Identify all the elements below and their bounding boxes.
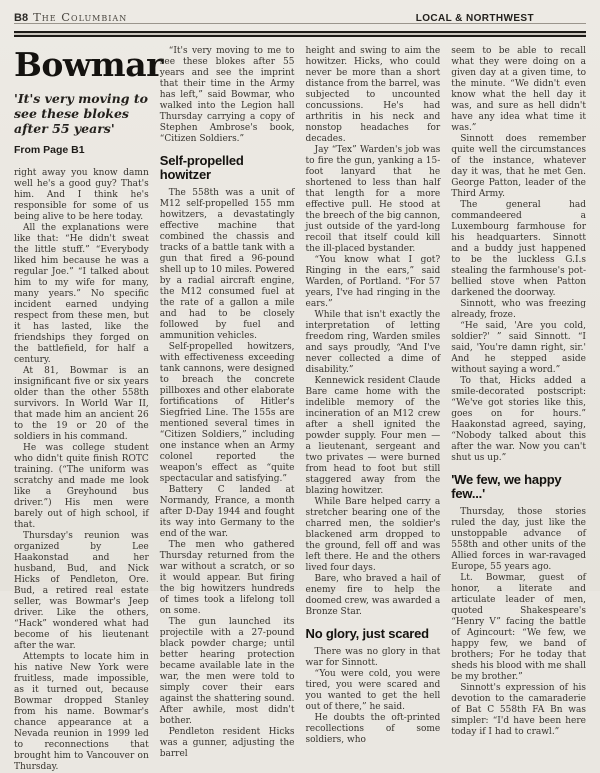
section-subhead: Self-propelled howitzer xyxy=(159,153,244,182)
article-body xyxy=(14,46,586,773)
article-paragraph: To that, Hicks added a smile-decorated postscript: “We've got stories like this, goes on for hours.” Haakonstad agreed, saying, “Nobody talked about this after the war. Now you can't shut us up.” xyxy=(451,376,586,463)
article-paragraph: Sinnott's expression of his devotion to the camaraderie of Bat C 558th FA Bn was simpler: “I'd have been here today if I had to crawl.” xyxy=(451,683,586,737)
section-divider-rule xyxy=(14,31,586,37)
article-paragraph: “You know what I got? Ringing in the ears,” said Warden, of Portland. “For 57 years, I've had ringing in the ears.” xyxy=(305,255,441,309)
article-paragraph: The men who gathered Thursday returned from the war without a scratch, or so it would appear. But firing the big howitzers hundreds of times took a lifelong toll on some. xyxy=(159,540,295,616)
article-paragraph: All the explanations were like that: “He didn't sweat the little stuff.” “Everybody liked him because he was a regular Joe.” “I talked about him to my wife for many, many years.” No specific incident earned undying respect from these men, but it has lasted, like the friendships they forged on the battlefield, for half a century. xyxy=(14,223,149,365)
section-label: LOCAL & NORTHWEST xyxy=(415,13,534,24)
article-paragraph: Bare, who braved a hail of enemy fire to help the doomed crew, was awarded a Bronze Star. xyxy=(305,574,441,617)
article-headline: Bowmar xyxy=(14,45,163,84)
article-paragraph: Pendleton resident Hicks was a gunner, adjusting the barrel xyxy=(159,727,295,759)
masthead-left xyxy=(14,10,127,24)
article-paragraph: Jay “Tex” Warden's job was to fire the gun, yanking a 15-foot lanyard that he shortened to less than half that length for a more effective pull. He stood at the breech of the big cannon, just outside of the yard-long recoil that itself could kill the ill-placed bystander. xyxy=(305,145,441,254)
article-paragraph: Lt. Bowmar, guest of honor, a literate and articulate leader of men, quoted Shakespeare's “Henry V” facing the battle of Agincourt: “We few, we happy few, we band of brothers; For he today that sheds his blood with me shall be my brother.” xyxy=(451,573,586,682)
headline-block xyxy=(14,45,163,156)
jump-line: From Page B1 xyxy=(14,144,85,156)
article-paragraph: Attempts to locate him in his native New York were fruitless, made impossible, as it turned out, because Bowmar dropped Stanley from his name. Bowmar's chance appearance at a Nevada reunion in 1999 led to reconnections that brought him to Vancouver on Thursday. xyxy=(14,652,149,772)
section-subhead: No glory, just scared xyxy=(305,626,429,641)
article-paragraph: “It's very moving to me to see these blokes after 55 years and see the imprint that their time in the Army has left,” said Bowmar, who walked into the Legion hall Thursday carrying a copy of Stephen Ambrose's book, “Citizen Soldiers.” xyxy=(159,46,295,144)
publication-name: The Columbian xyxy=(33,10,128,24)
article-column-3 xyxy=(306,46,441,773)
article-paragraph: Kennewick resident Claude Bare came home with the indelible memory of the incineration of an M12 crew after a shell ignited the powder supply. Four men — a lieutenant, sergeant and two privates — were burned from head to foot but still staggered away from the blazing howitzer. xyxy=(305,376,441,496)
article-paragraph: Self-propelled howitzers, with effectiveness exceeding tank cannons, were designed to breach the concrete pillboxes and other elaborate fortifications of Hitler's Siegfried Line. The 155s are mentioned several times in “Citizen Soldiers,” including one instance when an Army colonel reported the weapon's effect as “quite spectacular and satisfying.” xyxy=(159,342,295,484)
article-paragraph: Sinnott, who was freezing already, froze. xyxy=(451,299,586,320)
article-paragraph: Thursday, those stories ruled the day, just like the unstoppable advance of 558th and other units of the Allied forces in war-ravaged Europe, 55 years ago. xyxy=(451,507,586,572)
article-paragraph: right away you know damn well he's a good guy? That's him. And I think he's responsible for some of us being alive to be here today. xyxy=(14,168,149,222)
article-paragraph: The 558th was a unit of M12 self-propelled 155 mm howitzers, a devastatingly effective machine that combined the chassis and tracks of a battle tank with a gun that fired a 96-pound shell up to 10 miles. Powered by a radial aircraft engine, the M12 consumed fuel at the rate of a gallon a mile and had to be closely followed by fuel and ammunition vehicles. xyxy=(159,188,295,341)
article-paragraph: The general had commandeered a Luxembourg farmhouse for his headquarters. Sinnott and a buddy just happened to be the luckless G.I.s stealing the farmhouse's pot-bellied stove when Patton darkened the doorway. xyxy=(451,200,586,298)
article-paragraph: Sinnott does remember quite well the circumstances of the instance, whatever day it was, that he met Gen. George Patton, leader of the Third Army. xyxy=(451,134,586,199)
article-paragraph: The gun launched its projectile with a 27-pound black powder charge; until better hearing protection became available late in the war, the men were told to simply cover their ears against the shattering sound. After awhile, most didn't bother. xyxy=(159,617,295,726)
article-column-2 xyxy=(160,46,295,773)
article-paragraph: “You were cold, you were tired, you were scared and you wanted to get the hell out of there,” he said. xyxy=(305,669,441,712)
section-subhead: 'We few, we happy few...' xyxy=(451,472,562,501)
article-paragraph: “He said, 'Are you cold, soldier?' ” said Sinnott. “I said, 'You're damn right, sir.' And he stepped aside without saying a word.” xyxy=(451,321,586,375)
masthead-right xyxy=(416,6,586,25)
article-paragraph: Thursday's reunion was organized by Lee Haakonstad and her husband, Bud, and Nick Hicks of Pendleton, Ore. Bud, a retired real estate seller, was Bowmar's Jeep driver. Like the others, “Hack” wondered what had become of his lieutenant after the war. xyxy=(14,531,149,651)
article-paragraph: seem to be able to recall what they were doing on a given day at a given time, to the minute. “We didn't even know what the hell day it was, and sure as hell didn't have any idea what time it was.” xyxy=(451,46,586,133)
article-column-1 xyxy=(14,45,163,773)
page-number: B8 xyxy=(14,12,29,24)
article-paragraph: Battery C landed at Normandy, France, a month after D-Day 1944 and fought its way into Germany to the end of the war. xyxy=(159,485,295,539)
page-header xyxy=(14,6,586,24)
article-column-4 xyxy=(451,46,586,773)
article-paragraph: At 81, Bowmar is an insignificant five or six years older than the other 558th survivors. In World War II, that made him an ancient 26 to the 19 or 20 of the soldiers in his command. xyxy=(14,366,149,442)
article-paragraph: He doubts the oft-printed recollections of some soldiers, who xyxy=(305,713,441,745)
article-subtitle: 'It's very moving to see these blokes after 55 years' xyxy=(14,91,148,136)
article-paragraph: While Bare helped carry a stretcher bearing one of the charred men, the soldier's blackened arm dropped to the ground, fell off and was left there. He and the others lived four days. xyxy=(305,497,441,573)
article-paragraph: There was no glory in that war for Sinnott. xyxy=(305,647,441,668)
article-paragraph: While that isn't exactly the interpretation of letting freedom ring, Warden smiles and says proudly, “And I've never collected a dime of disability.” xyxy=(305,310,441,375)
article-paragraph: height and swing to aim the howitzer. Hicks, who could never be more than a short distance from the barrel, was subjected to uncounted concussions. He's had arthritis in his neck and nonstop headaches for decades. xyxy=(305,46,441,144)
article-paragraph: He was college student who didn't quite finish ROTC training. (“The uniform was scratchy and made me look like a Greyhound bus driver.”) His men were barely out of high school, if that. xyxy=(14,443,149,530)
